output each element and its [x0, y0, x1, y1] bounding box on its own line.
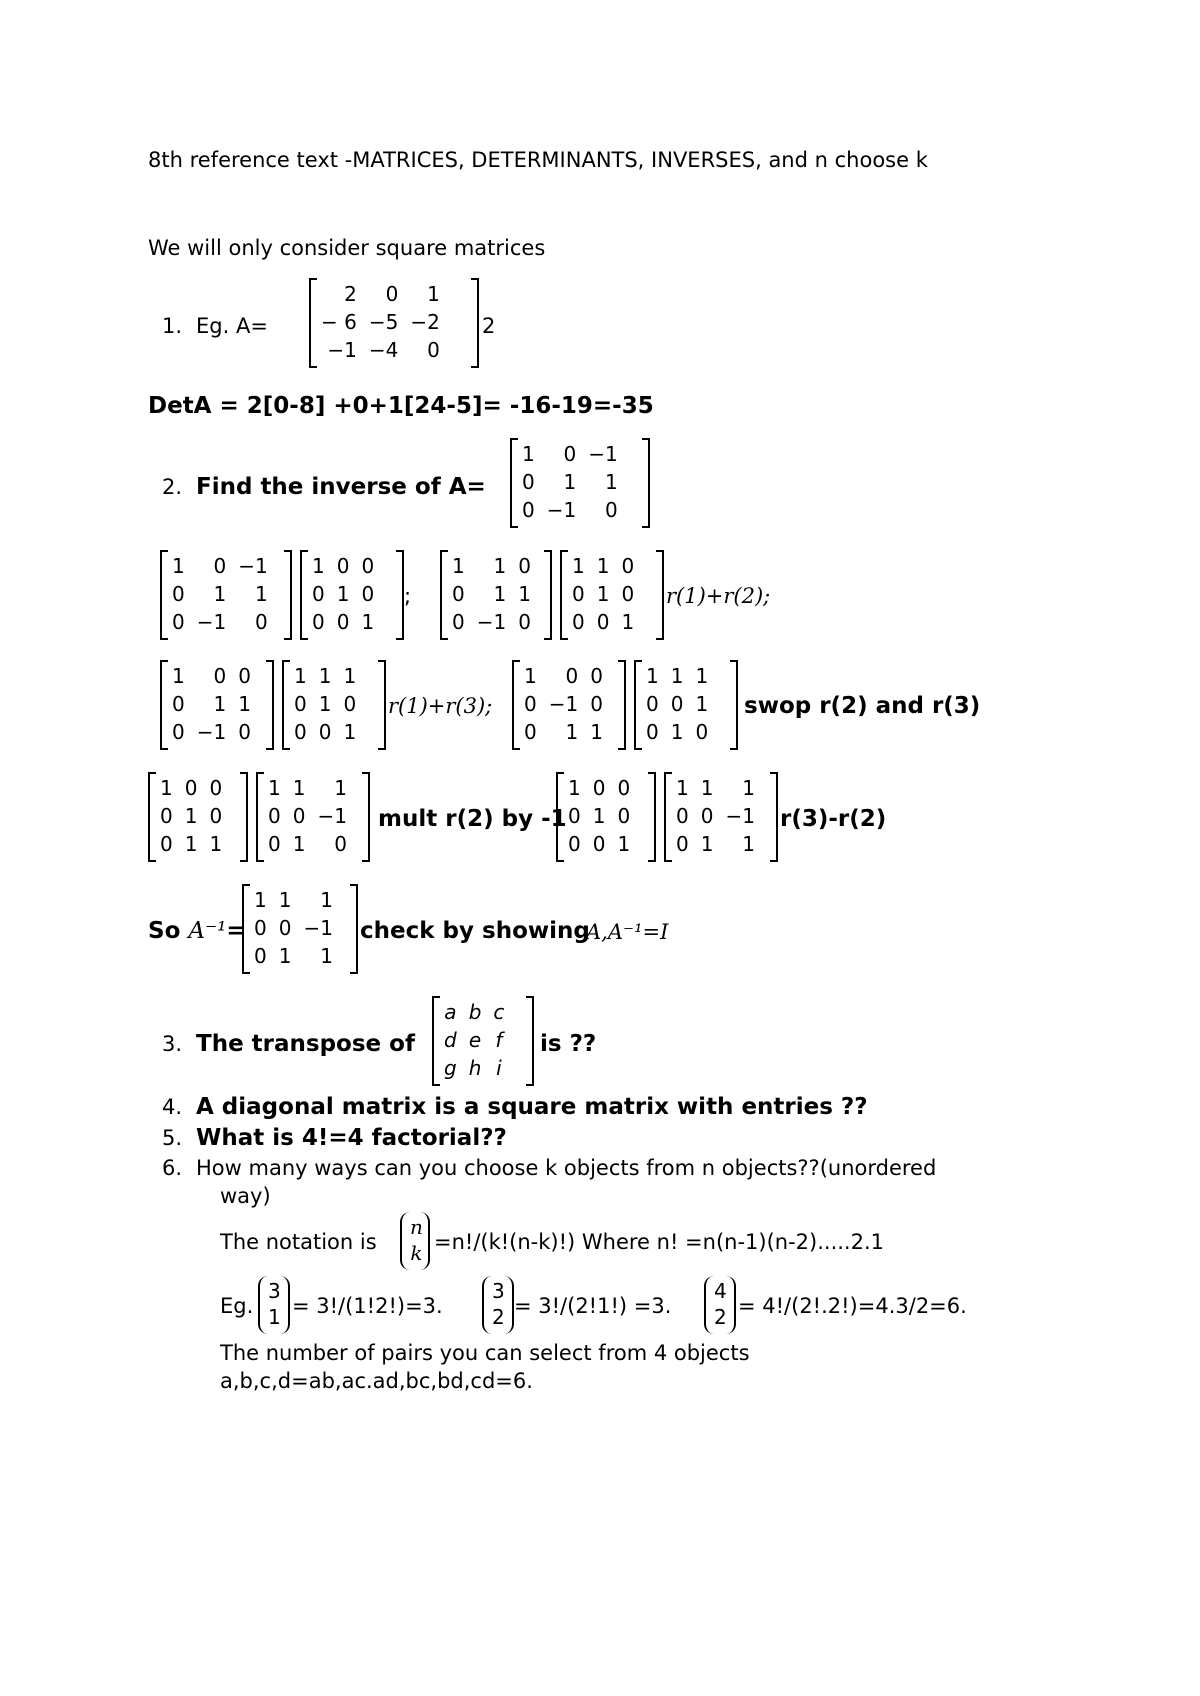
matrix-row: [670, 774, 761, 802]
matrix-cell: 0: [522, 498, 535, 522]
matrix-cell: −1: [725, 804, 755, 828]
matrix-cell: 0: [160, 804, 173, 828]
matrix-cell: 0: [676, 832, 689, 856]
matrix-cell: 1: [596, 582, 610, 606]
matrix-cell: 0: [209, 804, 223, 828]
binomial-4-2: 4 2: [704, 1276, 736, 1334]
matrix-cell: 1: [524, 664, 537, 688]
item-1-suffix: 2: [482, 314, 496, 338]
matrix-cell: 1: [568, 776, 581, 800]
matrix-row: [248, 942, 339, 970]
matrix-cell: 0: [524, 692, 537, 716]
matrix-row: [306, 580, 380, 608]
item-1-label: 1. Eg. A=: [161, 314, 268, 338]
matrix-cell: 1: [172, 664, 185, 688]
matrix-cell: 0: [254, 916, 267, 940]
matrix-cell: −1: [327, 338, 357, 362]
matrix-cell: 1: [278, 888, 292, 912]
matrix-cell: 0: [427, 338, 440, 362]
check-text: check by showing: [360, 918, 590, 944]
matrix-cell: 0: [646, 720, 659, 744]
matrix-cell: 0: [361, 582, 375, 606]
matrix-cell: −1: [196, 720, 227, 744]
step3-matrix-right: [256, 772, 370, 862]
matrix-row: [438, 998, 510, 1026]
matrix-cell: 0: [524, 720, 537, 744]
matrix-row: [315, 336, 446, 364]
determinant-line: DetA = 2[0-8] +0+1[24-5]= -16-19=-35: [148, 393, 654, 419]
matrix-cell: 0: [209, 776, 223, 800]
matrix-cell: −1: [588, 442, 618, 466]
matrix-cell: 1: [209, 832, 223, 856]
matrix-row: [566, 608, 640, 636]
matrix-cell: 1: [700, 776, 714, 800]
matrix-cell: 1: [596, 554, 610, 578]
item-4: 4. A diagonal matrix is a square matrix with entries ??: [161, 1094, 868, 1120]
notation-formula: =n!/(k!(n-k)!) Where n! =n(n-1)(n-2).....2.1: [434, 1230, 885, 1254]
matrix-cell: 0: [592, 832, 606, 856]
matrix-cell: 1: [621, 610, 635, 634]
matrix-cell: 0: [568, 832, 581, 856]
matrix-cell: 1: [292, 776, 306, 800]
matrix-cell: 1: [670, 664, 684, 688]
pairs-text-1: The number of pairs you can select from 4 objects: [220, 1341, 750, 1365]
matrix-cell: 0: [361, 554, 375, 578]
matrix-cell: 0: [294, 692, 307, 716]
matrix-row: [166, 718, 257, 746]
matrix-cell: 0: [617, 804, 631, 828]
step2-matrix-swap-right: [634, 660, 738, 750]
step2-operation-2: swop r(2) and r(3): [744, 693, 981, 719]
matrix-cell: 1: [617, 832, 631, 856]
matrix-row: [166, 552, 274, 580]
matrix-cell: −4: [368, 338, 399, 362]
matrix-cell: 1: [294, 664, 307, 688]
matrix-cell: 0: [172, 692, 185, 716]
matrix-cell: −1: [476, 610, 507, 634]
matrix-cell: 0: [590, 692, 603, 716]
matrix-cell: b: [468, 1000, 482, 1024]
matrix-row: [446, 580, 537, 608]
matrix-cell: 1: [336, 582, 350, 606]
matrix-cell: 0: [268, 804, 281, 828]
matrix-cell: 0: [172, 720, 185, 744]
matrix-row: [438, 1026, 510, 1054]
matrix-row: [640, 690, 714, 718]
matrix-cell: 0: [522, 470, 535, 494]
matrix-row: [518, 662, 609, 690]
matrix-cell: 1: [695, 664, 709, 688]
matrix-cell: 0: [621, 582, 635, 606]
matrix-cell: 1: [268, 776, 281, 800]
step3-matrix-inverse: [664, 772, 778, 862]
notation-label: The notation is: [220, 1230, 377, 1254]
matrix-cell: 1: [238, 692, 251, 716]
matrix-cell: 1: [493, 582, 507, 606]
matrix-row: [166, 690, 257, 718]
matrix-cell: 1: [572, 554, 585, 578]
matrix-row: [446, 552, 537, 580]
binomial-3-2: 3 2: [482, 1276, 514, 1334]
matrix-row: [516, 440, 624, 468]
matrix-cell: 0: [334, 832, 347, 856]
matrix-cell: 0: [385, 282, 399, 306]
matrix-cell: 1: [254, 582, 268, 606]
matrix-cell: e: [468, 1028, 482, 1052]
matrix-row: [288, 718, 362, 746]
matrix-cell: 1: [184, 804, 198, 828]
matrix-cell: 1: [278, 944, 292, 968]
matrix-row: [248, 914, 339, 942]
step1-separator: ;: [404, 584, 412, 608]
matrix-cell: 0: [592, 776, 606, 800]
matrix-cell: −5: [368, 310, 399, 334]
matrix-cell: 1: [742, 776, 755, 800]
matrix-cell: 1: [292, 832, 306, 856]
matrix-cell: −1: [303, 916, 333, 940]
binomial-n-k: n k: [400, 1212, 430, 1270]
matrix-cell: 0: [617, 776, 631, 800]
matrix-cell: 1: [312, 554, 325, 578]
matrix-row: [446, 608, 537, 636]
matrix-row: [566, 580, 640, 608]
matrix-cell: 1: [604, 470, 618, 494]
matrix-cell: 1: [213, 582, 227, 606]
matrix-row: [640, 662, 714, 690]
item-3-label: 3. The transpose of: [161, 1031, 415, 1057]
matrix-cell: 0: [336, 554, 350, 578]
matrix-cell: 1: [493, 554, 507, 578]
matrix-cell: 1: [343, 664, 357, 688]
matrix-cell: 0: [213, 664, 227, 688]
example-label: Eg.: [220, 1294, 254, 1318]
matrix-cell: 0: [621, 554, 635, 578]
matrix-row: [566, 552, 640, 580]
step1-matrix-right: [560, 550, 664, 640]
matrix-cell: 1: [563, 470, 577, 494]
matrix-cell: 1: [590, 720, 603, 744]
matrix-cell: 0: [292, 804, 306, 828]
binomial-3-1-value: = 3!/(1!2!)=3.: [292, 1294, 443, 1318]
matrix-cell: 0: [312, 582, 325, 606]
step1-matrix-identity: [300, 550, 404, 640]
binomial-3-1: 3 1: [258, 1276, 290, 1334]
matrix-row: [288, 662, 362, 690]
intro-text: We will only consider square matrices: [148, 236, 546, 260]
matrix-row: [262, 774, 353, 802]
matrix-row: [516, 468, 624, 496]
matrix-row: [315, 308, 446, 336]
matrix-cell: 1: [518, 582, 531, 606]
matrix-row: [516, 496, 624, 524]
matrix-row: [262, 830, 353, 858]
matrix-row: [562, 830, 636, 858]
matrix-row: [670, 802, 761, 830]
matrix-cell: 0: [268, 832, 281, 856]
matrix-cell: −1: [548, 692, 579, 716]
matrix-row: [562, 802, 636, 830]
matrix-cell: 1: [172, 554, 185, 578]
matrix-cell: 1: [700, 832, 714, 856]
matrix-cell: 0: [572, 582, 585, 606]
matrix-cell: −1: [238, 554, 268, 578]
item-5: 5. What is 4!=4 factorial??: [161, 1125, 507, 1151]
matrix-cell: h: [468, 1056, 482, 1080]
matrix-cell: 0: [568, 804, 581, 828]
matrix-row: [518, 690, 609, 718]
step3-operation-1: mult r(2) by -1: [378, 806, 567, 832]
step3-operation-2: r(3)-r(2): [780, 806, 887, 832]
matrix-cell: 0: [238, 720, 251, 744]
matrix-cell: 0: [452, 582, 465, 606]
matrix-a-example: [309, 278, 479, 368]
matrix-row: [262, 802, 353, 830]
matrix-cell: −1: [196, 610, 227, 634]
matrix-cell: 0: [563, 442, 577, 466]
matrix-cell: 1: [184, 832, 198, 856]
matrix-cell: 0: [646, 692, 659, 716]
matrix-cell: d: [444, 1028, 457, 1052]
matrix-cell: 1: [452, 554, 465, 578]
matrix-cell: 0: [670, 692, 684, 716]
matrix-cell: 2: [344, 282, 357, 306]
matrix-row: [518, 718, 609, 746]
matrix-row: [306, 552, 380, 580]
matrix-cell: 0: [160, 832, 173, 856]
matrix-cell: 0: [700, 804, 714, 828]
item-6-line-1: 6. How many ways can you choose k objects from n objects??(unordered: [161, 1156, 937, 1180]
matrix-cell: 1: [427, 282, 440, 306]
step2-matrix-right: [282, 660, 386, 750]
matrix-cell: −1: [546, 498, 577, 522]
matrix-cell: 1: [592, 804, 606, 828]
matrix-cell: 1: [334, 776, 347, 800]
matrix-cell: 0: [254, 610, 268, 634]
matrix-cell: 0: [184, 776, 198, 800]
matrix-cell: −1: [317, 804, 347, 828]
matrix-cell: 0: [254, 944, 267, 968]
step3-matrix-left: [148, 772, 248, 862]
step3-matrix-identity: [556, 772, 656, 862]
matrix-cell: 1: [670, 720, 684, 744]
matrix-cell: 0: [695, 720, 709, 744]
matrix-row: [288, 690, 362, 718]
matrix-row: [154, 802, 228, 830]
matrix-row: [166, 662, 257, 690]
matrix-transpose-letters: [432, 996, 534, 1086]
matrix-cell: 0: [172, 582, 185, 606]
matrix-cell: 0: [213, 554, 227, 578]
matrix-cell: 1: [254, 888, 267, 912]
matrix-row: [670, 830, 761, 858]
matrix-cell: 0: [278, 916, 292, 940]
matrix-row: [248, 886, 339, 914]
matrix-cell: 1: [646, 664, 659, 688]
matrix-cell: 1: [320, 888, 333, 912]
matrix-row: [154, 774, 228, 802]
matrix-row: [315, 280, 446, 308]
item-2-label: 2. Find the inverse of A=: [161, 474, 486, 500]
matrix-cell: 0: [336, 610, 350, 634]
so-label: So A⁻¹=: [148, 918, 246, 944]
step2-matrix-swap-left: [512, 660, 626, 750]
matrix-cell: 0: [518, 554, 531, 578]
matrix-cell: 0: [596, 610, 610, 634]
matrix-cell: 1: [318, 664, 332, 688]
step2-operation-1: r(1)+r(3);: [388, 694, 493, 718]
item-6-line-2: way): [220, 1184, 271, 1208]
matrix-cell: 0: [238, 664, 251, 688]
binomial-3-2-value: = 3!/(2!1!) =3.: [514, 1294, 672, 1318]
step1-matrix-left: [160, 550, 292, 640]
matrix-cell: 1: [565, 720, 579, 744]
matrix-row: [438, 1054, 510, 1082]
matrix-cell: 0: [518, 610, 531, 634]
step2-matrix-left: [160, 660, 274, 750]
matrix-cell: 1: [361, 610, 375, 634]
matrix-cell: 1: [695, 692, 709, 716]
document-title: 8th reference text -MATRICES, DETERMINANTS, INVERSES, and n choose k: [148, 148, 928, 172]
check-equation: A,A⁻¹=I: [586, 920, 669, 944]
step1-operation: r(1)+r(2);: [666, 584, 771, 608]
matrix-cell: c: [493, 1000, 505, 1024]
matrix-cell: 1: [318, 692, 332, 716]
matrix-cell: 0: [312, 610, 325, 634]
matrix-row: [154, 830, 228, 858]
matrix-cell: 0: [318, 720, 332, 744]
matrix-cell: 0: [604, 498, 618, 522]
matrix-row: [306, 608, 380, 636]
matrix-cell: g: [444, 1056, 457, 1080]
item-3-suffix: is ??: [540, 1031, 597, 1057]
matrix-cell: −2: [410, 310, 440, 334]
matrix-cell: 1: [676, 776, 689, 800]
matrix-cell: 1: [160, 776, 173, 800]
matrix-cell: 0: [172, 610, 185, 634]
matrix-cell: 1: [213, 692, 227, 716]
matrix-cell: 1: [343, 720, 357, 744]
matrix-cell: 0: [294, 720, 307, 744]
matrix-cell: 0: [590, 664, 603, 688]
matrix-cell: − 6: [321, 310, 357, 334]
matrix-row: [640, 718, 714, 746]
matrix-row: [166, 608, 274, 636]
matrix-cell: 0: [676, 804, 689, 828]
matrix-cell: f: [495, 1028, 503, 1052]
binomial-4-2-value: = 4!/(2!.2!)=4.3/2=6.: [738, 1294, 967, 1318]
pairs-text-2: a,b,c,d=ab,ac.ad,bc,bd,cd=6.: [220, 1369, 533, 1393]
matrix-a-inverse-problem: [510, 438, 650, 528]
matrix-cell: 1: [742, 832, 755, 856]
matrix-cell: 1: [522, 442, 535, 466]
matrix-row: [562, 774, 636, 802]
step1-matrix-result: [440, 550, 552, 640]
matrix-cell: 0: [565, 664, 579, 688]
matrix-a-inverse-result: [242, 884, 358, 974]
matrix-cell: 0: [343, 692, 357, 716]
matrix-cell: i: [496, 1056, 502, 1080]
matrix-row: [166, 580, 274, 608]
matrix-cell: 0: [572, 610, 585, 634]
matrix-cell: 1: [320, 944, 333, 968]
matrix-cell: a: [444, 1000, 457, 1024]
matrix-cell: 0: [452, 610, 465, 634]
